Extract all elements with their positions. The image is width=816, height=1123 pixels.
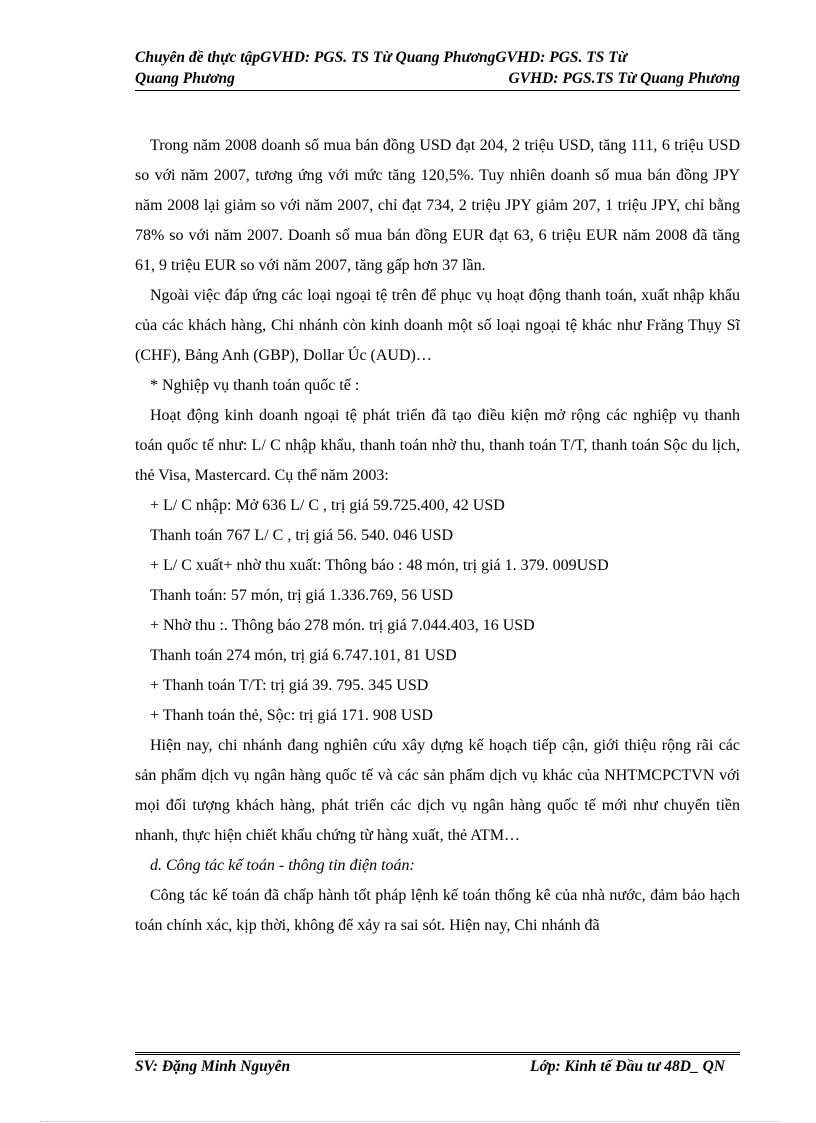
footer-student: SV: Đặng Minh Nguyên: [135, 1058, 291, 1075]
page-footer: [135, 1057, 725, 1077]
list-item-lc-import-payment: Thanh toán 767 L/ C , trị giá 56. 540. 046 USD: [150, 527, 454, 544]
paragraph-accounting: Công tác kế toán đã chấp hành tốt pháp lệnh kế toán thống kê của nhà nước, đảm bảo hạch toán chính xác, kịp thời, không để xảy ra sai sót. Hiện nay, Chi nhánh đã: [135, 887, 740, 934]
paragraph-usd-jpy-eur: Trong năm 2008 doanh số mua bán đồng USD đạt 204, 2 triệu USD, tăng 111, 6 triệu USD so với năm 2007, tương ứng với mức tăng 120,5%. Tuy nhiên doanh số mua bán đồng JPY năm 2008 lại giảm so với năm 2007, chỉ đạt 734, 2 triệu JPY giảm 207, 1 triệu JPY, chỉ bằng 78% so với năm 2007. Doanh số mua bán đồng EUR đạt 63, 6 triệu EUR năm 2008 đã tăng 61, 9 triệu EUR so với năm 2007, tăng gấp hơn 37 lần.: [135, 137, 740, 274]
subheading-accounting: d. Công tác kế toán - thông tin điện toán:: [150, 857, 415, 874]
list-item-card-payment: + Thanh toán thẻ, Sộc: trị giá 171. 908 USD: [150, 707, 433, 724]
header-line-1-text: Chuyên đề thực tậpGVHD: PGS. TS Từ Quang PhươngGVHD: PGS. TS Từ: [135, 49, 627, 66]
list-item-collection-payment: Thanh toán 274 món, trị giá 6.747.101, 81 USD: [150, 647, 457, 664]
header-rule: [135, 90, 740, 91]
list-item-collection: + Nhờ thu :. Thông báo 278 món. trị giá 7.044.403, 16 USD: [150, 617, 535, 634]
list-item-lc-import: + L/ C nhập: Mở 636 L/ C , trị giá 59.725.400, 42 USD: [150, 497, 505, 514]
header-line-2-left: Quang Phương: [135, 70, 235, 87]
page-bottom-dotted-line: [40, 1121, 780, 1122]
footer-class: Lớp: Kinh tế Đầu tư 48D_ QN: [529, 1058, 725, 1075]
header-line-2: [135, 68, 740, 89]
list-item-lc-export-payment: Thanh toán: 57 món, trị giá 1.336.769, 56 USD: [150, 587, 454, 604]
list-item-lc-export: + L/ C xuất+ nhờ thu xuất: Thông báo : 48 món, trị giá 1. 379. 009USD: [150, 557, 609, 574]
section-international-payment: * Nghiệp vụ thanh toán quốc tế :: [150, 377, 360, 394]
header-line-2-right: GVHD: PGS.TS Từ Quang Phương: [508, 70, 740, 87]
document-body: [135, 131, 740, 941]
paragraph-other-currencies: Ngoài việc đáp ứng các loại ngoại tệ trên để phục vụ hoạt động thanh toán, xuất nhập khẩu của các khách hàng, Chi nhánh còn kinh doanh một số loại ngoại tệ khác như Frăng Thụy Sĩ (CHF), Bảng Anh (GBP), Dollar Úc (AUD)…: [135, 287, 740, 364]
list-item-tt-payment: + Thanh toán T/T: trị giá 39. 795. 345 USD: [150, 677, 429, 694]
header-line-1: [135, 47, 740, 68]
paragraph-payment-services: Hoạt động kinh doanh ngoại tệ phát triển đã tạo điều kiện mở rộng các nghiệp vụ thanh toán quốc tế như: L/ C nhập khẩu, thanh toán nhờ thu, thanh toán T/T, thanh toán Sộc du lịch, thẻ Visa, Mastercard. Cụ thể năm 2003:: [135, 407, 740, 484]
paragraph-development-plan: Hiện nay, chi nhánh đang nghiên cứu xây dựng kế hoạch tiếp cận, giới thiệu rộng rãi các sản phẩm dịch vụ ngân hàng quốc tế và các sản phẩm dịch vụ khác của NHTMCPCTVN với mọi đối tượng khách hàng, phát triển các dịch vụ ngân hàng quốc tế mới như chuyển tiền nhanh, thực hiện chiết khấu chứng từ hàng xuất, thẻ ATM…: [135, 737, 740, 844]
page-header: [135, 47, 740, 89]
